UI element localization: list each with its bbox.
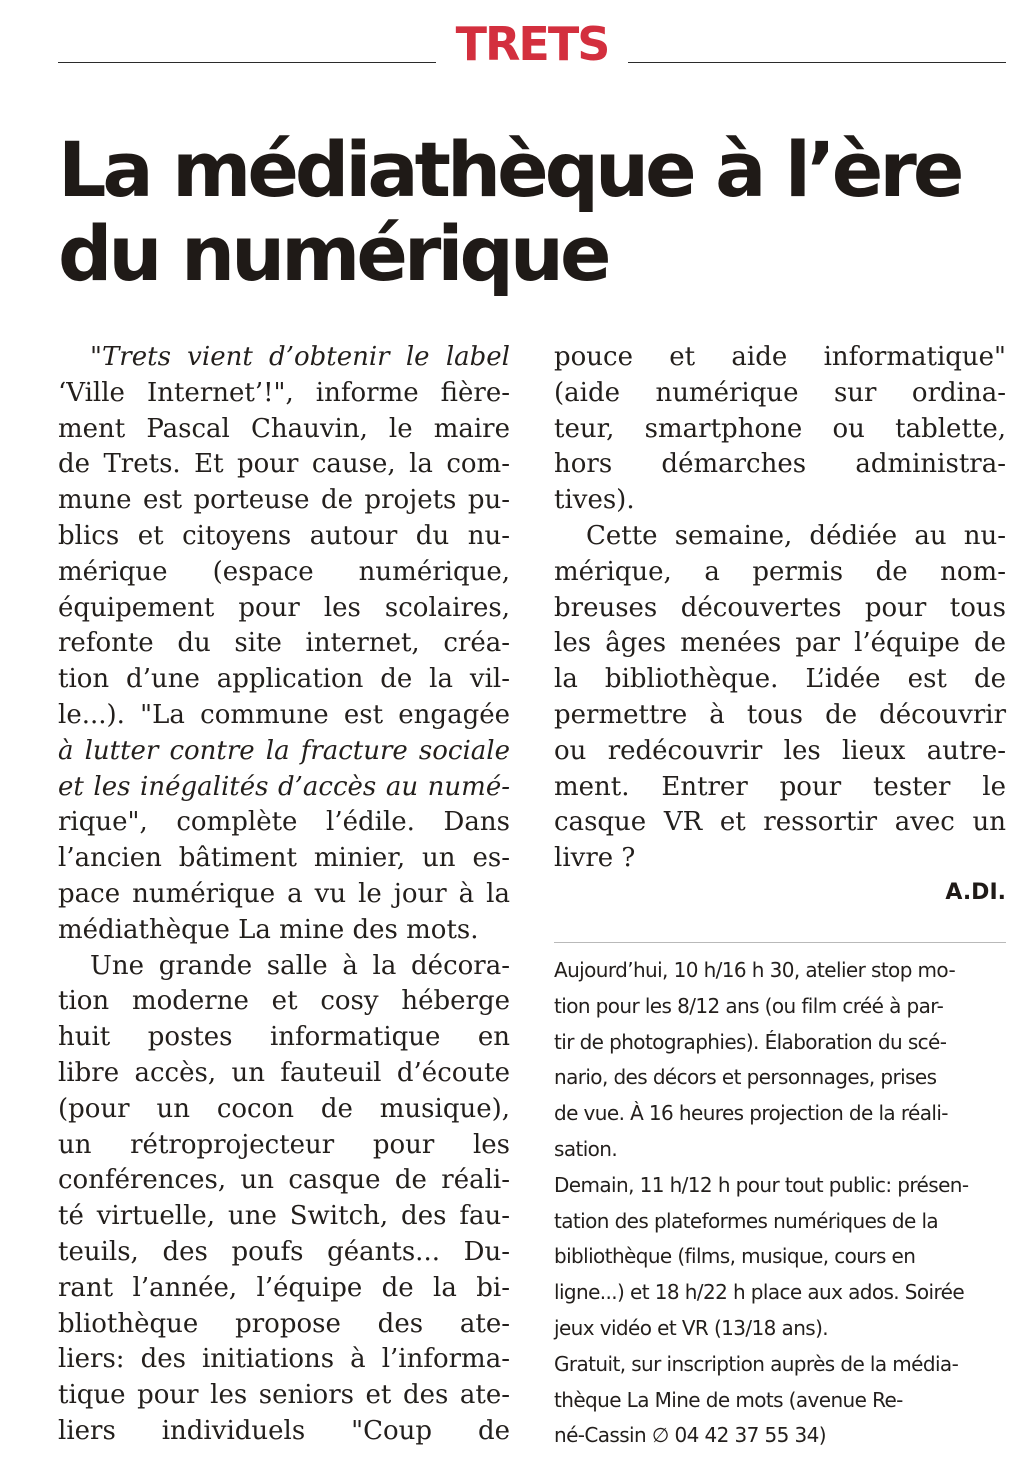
info-line: Aujourd’hui, 10 h/16 h 30, atelier stop mo- [554, 958, 956, 982]
text-line: hors démarches administra- [554, 449, 1006, 480]
info-box [554, 953, 1006, 1454]
text-line: Cette semaine, dédiée au nu- [586, 520, 1006, 551]
section-header [58, 14, 1006, 74]
text-line: les âges menées par l’équipe de [554, 628, 1006, 659]
text-line: bliothèque propose des ate- [58, 1308, 510, 1339]
text-line: médiathèque La mine des mots. [58, 914, 479, 945]
text-line: breuses découvertes pour tous [554, 592, 1006, 623]
phone-icon: ∅ [651, 1423, 669, 1448]
text-line: té virtuelle, une Switch, des fau- [58, 1201, 510, 1232]
text-line: rique", complète l’édile. Dans [58, 807, 510, 838]
text-line: conférences, un casque de réali- [58, 1165, 510, 1196]
text-line: refonte du site internet, créa- [58, 628, 510, 659]
byline: A.DI. [945, 880, 1006, 905]
text-line: le...). "La commune est engagée [58, 699, 510, 730]
text-line: liers: des initiations à l’informa- [58, 1344, 510, 1375]
text-line: tion moderne et cosy héberge [58, 986, 510, 1017]
text-line: la bibliothèque. L’idée est de [554, 664, 1006, 695]
text-line: équipement pour les scolaires, [58, 592, 510, 623]
section-title: TRETS [455, 17, 609, 71]
text-line: tique pour les seniors et des ate- [58, 1380, 510, 1411]
header-rule-left [58, 62, 436, 63]
text-line: ment Pascal Chauvin, le maire [58, 413, 510, 444]
headline-line-1: La médiathèque à l’ère [58, 125, 961, 214]
text-line: liers individuels "Coup de [58, 1415, 510, 1446]
text-line: pace numérique a vu le jour à la [58, 878, 510, 909]
info-phone-line [554, 1418, 1006, 1454]
text-line: "Trets vient d’obtenir le label [90, 342, 510, 372]
text-line: tion d’une application de la vil- [58, 664, 510, 695]
text-line: (aide numérique sur ordina- [554, 377, 1006, 408]
info-line: ligne...) et 18 h/22 h place aux ados. Soirée [554, 1280, 965, 1305]
text-line: Une grande salle à la décora- [90, 950, 510, 981]
info-line: sation. [554, 1136, 618, 1161]
article-headline [58, 125, 1006, 298]
text-line: ment. Entrer pour tester le [554, 771, 1006, 802]
info-box-rule [554, 942, 1006, 943]
address-end: né-Cassin [554, 1423, 652, 1448]
info-line: tir de photographies). Élaboration du scé- [554, 1029, 947, 1054]
text-line: ou redécouvrir les lieux autre- [554, 735, 1006, 766]
text-line: l’ancien bâtiment minier, un es- [58, 843, 510, 874]
article-column-right [554, 340, 1006, 877]
info-line: Gratuit, sur inscription auprès de la média- [554, 1351, 959, 1376]
text-line: rant l’année, l’équipe de la bi- [58, 1272, 510, 1303]
text-line: mérique (espace numérique, [58, 556, 510, 587]
info-line: tation des plateformes numériques de la [554, 1208, 939, 1233]
text-line: un rétroprojecteur pour les [58, 1129, 510, 1160]
info-line: tion pour les 8/12 ans (ou film créé à par- [554, 993, 944, 1018]
text-line: livre ? [554, 843, 636, 874]
phone-number: 04 42 37 55 34) [668, 1423, 826, 1448]
text-line: casque VR et ressortir avec un [554, 807, 1006, 838]
info-line: jeux vidéo et VR (13/18 ans). [554, 1315, 829, 1340]
text-line: mérique, a permis de nom- [554, 556, 1006, 587]
info-line: Demain, 11 h/12 h pour tout public: présen- [554, 1172, 969, 1197]
text-line: ‘Ville Internet’!", informe fière- [58, 377, 510, 408]
text-line: (pour un cocon de musique), [58, 1093, 510, 1124]
info-line: thèque La Mine de mots (avenue Re- [554, 1387, 903, 1412]
text-line: et les inégalités d’accès au numé- [58, 771, 510, 802]
text-line: permettre à tous de découvrir [554, 699, 1006, 730]
text-line: teur, smartphone ou tablette, [554, 413, 1006, 444]
text-line: tives). [554, 485, 635, 516]
text-line: blics et citoyens autour du nu- [58, 520, 510, 551]
headline-line-2: du numérique [58, 209, 608, 298]
text-line: pouce et aide informatique" [554, 342, 1006, 372]
info-line: bibliothèque (films, musique, cours en [554, 1244, 916, 1269]
text-line: teuils, des poufs géants... Du- [58, 1236, 510, 1267]
header-rule-right [628, 62, 1006, 63]
text-line: à lutter contre la fracture sociale [58, 735, 510, 766]
text-line: mune est porteuse de projets pu- [58, 485, 510, 516]
text-line: huit postes informatique en [58, 1022, 510, 1053]
text-line: de Trets. Et pour cause, la com- [58, 449, 510, 480]
info-line: nario, des décors et personnages, prises [554, 1065, 937, 1090]
article-column-left [58, 340, 510, 1450]
info-line: de vue. À 16 heures projection de la réali- [554, 1101, 948, 1126]
text-line: libre accès, un fauteuil d’écoute [58, 1057, 510, 1088]
